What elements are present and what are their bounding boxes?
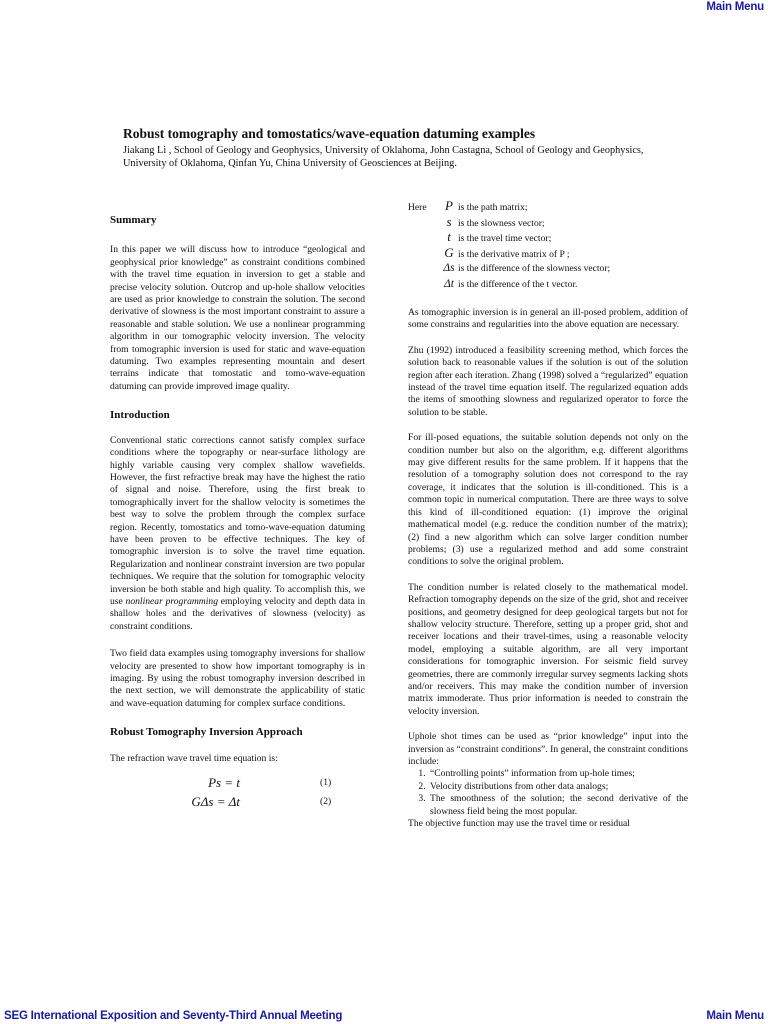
equation-2-expression: GΔs = Δt: [191, 794, 240, 810]
right-paragraph-1: As tomographic inversion is in general an ill-posed problem, addition of some constrains and regularities into the above equation are necessary.: [408, 307, 688, 331]
constraint-list: [408, 768, 688, 818]
main-menu-link-bottom[interactable]: Main Menu: [706, 1010, 764, 1022]
equation-2-number: (2): [320, 796, 332, 808]
here-label: Here: [408, 202, 427, 213]
travel-time-intro: The refraction wave travel time equation is:: [110, 752, 278, 764]
definition-symbol: s: [446, 213, 452, 229]
definition-row: [408, 278, 688, 294]
list-item: 3. The smoothness of the solution; the second derivative of the slowness field being the most popular.: [428, 793, 688, 818]
definition-row: [408, 244, 688, 263]
summary-heading: Summary: [110, 214, 157, 226]
summary-paragraph: In this paper we will discuss how to introduce “geological and geophysical prior knowledge” as constraint conditions combined with the travel time equation in inversion to get a stable and precise velocity solution. Outcrop and up-hole shallow velocities are used as prior knowledge to constrain the solution. The second derivative of slowness is the most important constraint to assure a reasonable and stable solution. We use a nonlinear programming algorithm in our tomographic velocity inversion. The velocity from tomographic inversion is used for static and wave-equation datuming. Two examples representing mountain and desert terrains indicate that tomostatic and tomo-wave-equation datuming can provide improved image quality.: [110, 244, 365, 392]
definition-symbol: P: [445, 198, 453, 213]
definition-text: is the travel time vector;: [458, 233, 552, 244]
right-paragraph-4: The condition number is related closely to the mathematical model. Refraction tomography depends on the size of the grid, shot and receiver positions, and geometry designed for deep geological targets but not for shallow velocity structure. Therefore, setting up a proper grid, shot and receiver locations and their travel-times, using a reasonable velocity model, employing a suitable algorithm, are all very important considerations for tomographic inversion. For seismic field survey geometries, there are commonly irregular survey segments lacking shots and/or receivers. This may make the condition number of inversion matrix immoderate. Thus prior information is needed to constrain the velocity inversion.: [408, 581, 688, 717]
definition-symbol: G: [444, 244, 454, 260]
intro-paragraph-1: [110, 435, 365, 634]
definition-text: is the difference of the slowness vector;: [458, 263, 611, 274]
paper-title: Robust tomography and tomostatics/wave-equation datuming examples: [123, 126, 536, 141]
conference-footer-link[interactable]: SEG International Exposition and Seventy-Third Annual Meeting: [4, 1010, 343, 1022]
definition-text: is the path matrix;: [458, 202, 528, 213]
intro-p1-emphasis: nonlinear programming: [125, 595, 218, 607]
right-paragraph-2: Zhu (1992) introduced a feasibility screening method, which forces the solution back to reasonable values if the solution is out of the solution region after each iteration. Zhang (1998) solved a “regularized” equation instead of the travel time equation itself. The regularized equation adds the items of smoothing slowness and regularized operator to force the solution to be stable.: [408, 344, 688, 418]
equation-1-number: (1): [320, 777, 332, 789]
definition-symbol: t: [447, 229, 451, 244]
paper-authors: Jiakang Li , School of Geology and Geophysics, University of Oklahoma, John Castagna, School of Geology and Geophysics, University of Oklahoma, Qinfan Yu, China University of Geosciences at Beijing.: [123, 145, 644, 170]
definition-text: is the slowness vector;: [458, 217, 545, 229]
equation-1-expression: Ps = t: [208, 775, 240, 791]
list-item: 2. Velocity distributions from other data analogs;: [428, 781, 688, 793]
right-column: [408, 200, 688, 830]
definition-symbol: Δs: [443, 262, 455, 274]
right-paragraph-5: Uphole shot times can be used as “prior knowledge” input into the inversion as “constraint conditions”. In general, the constraint conditions include:: [408, 731, 688, 767]
right-paragraph-3: For ill-posed equations, the suitable solution depends not only on the condition number but also on the algorithm, e.g. different algorithms may give different results for the same problem. If it happens that the resolution of a tomography solution does not correspond to the ray coverage, it indicates that the solution is ill-conditioned. This is a common topic in numerical computation. There are three ways to solve this kind of ill-conditioned equation: (1) improve the original mathematical model (e.g. reduce the condition number of the matrix); (2) find a new algorithm which can solve larger condition number problems; (3) use a regularized method and add some constraint conditions to solve the original problem.: [408, 432, 688, 568]
intro-paragraph-2: Two field data examples using tomography inversions for shallow velocity are presented to show how important tomography is in imaging. By using the robust tomography inversion described in the next section, we will demonstrate the applicability of static and wave-equation datuming for complex surface conditions.: [110, 648, 365, 709]
equation-1: [110, 774, 365, 793]
list-item: 1. “Controlling points” information from up-hole times;: [428, 768, 688, 780]
intro-p1-text-a: Conventional static corrections cannot satisfy complex surface conditions where the topography or near-surface lithology are highly variable causing very complex shallow wavefields. However, the first refractive break may have the highest the ratio of signal and noise. Therefore, using the first break to tomographically invert for the shallow velocity is sometimes the best way to solve the problem through the complex surface region. Recently, tomostatics and tomo-wave-equation datuming have been proven to be effective techniques. The key of tomographic inversion is to solve the travel time equation. Regularization and nonlinear constraint inversion are two popular techniques. We require that the solution for tomographic velocity inversion be both stable and high quality. To accomplish this, we use: [110, 434, 365, 607]
right-paragraph-6: The objective function may use the travel time or residual: [408, 818, 630, 830]
paper-header: [123, 126, 683, 170]
introduction-heading: Introduction: [110, 409, 170, 422]
definition-text: is the difference of the t vector.: [458, 278, 578, 290]
intro-p1-text-b: employing velocity and depth data in shallow holes and the derivatives of slowness (velocity) as constraint conditions.: [110, 595, 365, 632]
definition-text: is the derivative matrix of P ;: [458, 248, 570, 260]
definition-row: [408, 262, 688, 278]
robust-tomography-heading: Robust Tomography Inversion Approach: [110, 726, 303, 739]
definition-symbol: Δt: [444, 277, 454, 290]
left-column: [110, 200, 365, 812]
main-menu-link-top[interactable]: Main Menu: [706, 1, 764, 13]
equation-2: [110, 793, 365, 812]
